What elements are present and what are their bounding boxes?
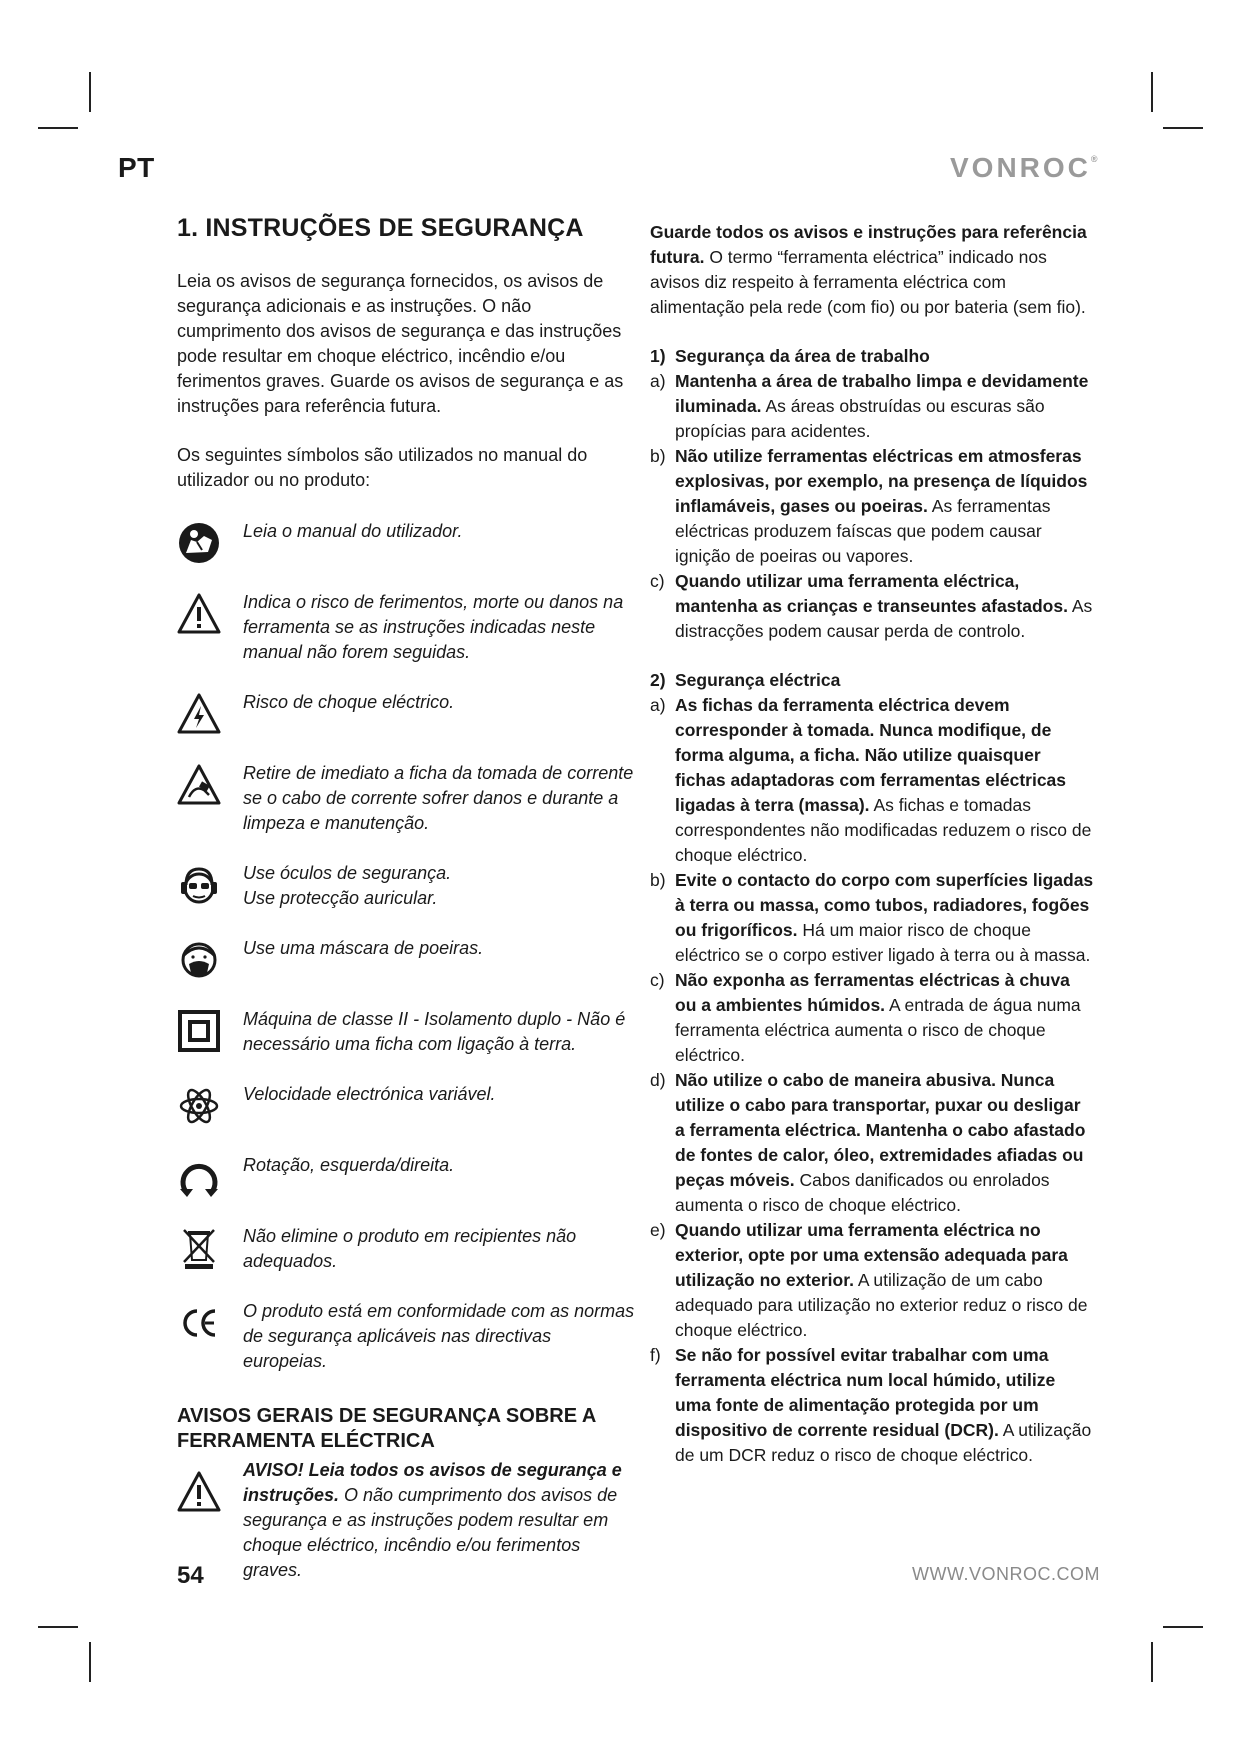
rotation-icon [177, 1155, 221, 1199]
crop-mark [1163, 127, 1203, 129]
weee-bin-icon [177, 1226, 221, 1270]
list-item: c) Quando utilizar uma ferramenta eléctrica, mantenha as crianças e transeuntes afastados. As distracções podem causar perda de controlo. [650, 571, 1093, 641]
symbol-list [177, 519, 637, 1374]
list-item: a) Mantenha a área de trabalho limpa e devidamente iluminada. As áreas obstruídas ou escuras são propícias para acidentes. [650, 371, 1089, 441]
section-title: 2) Segurança eléctrica [650, 670, 841, 690]
intro-paragraph: Leia os avisos de segurança fornecidos, os avisos de segurança adicionais e as instruções. O não cumprimento dos avisos de segurança e das instruções pode resultar em choque eléctrico, incêndio e/ou ferimentos graves. Guarde os avisos de segurança e as instruções para referência futura. [177, 271, 624, 416]
reference-paragraph: Guarde todos os avisos e instruções para referência futura. O termo “ferramenta eléctrica” indicado nos avisos diz respeito à ferramenta eléctrica com alimentação pela rede (com fio) ou por bateria (sem fio). [650, 222, 1087, 317]
symbols-intro: Os seguintes símbolos são utilizados no manual do utilizador ou no produto: [177, 445, 588, 490]
symbol-row [177, 1299, 637, 1374]
goggles-earmuffs-icon [177, 863, 221, 907]
symbol-row [177, 1153, 637, 1199]
crop-mark [38, 1626, 78, 1628]
symbol-row [177, 590, 637, 665]
symbol-row [177, 1082, 637, 1128]
unplug-icon [177, 763, 221, 807]
crop-mark [89, 72, 91, 112]
section-title: 1) Segurança da área de trabalho [650, 346, 930, 366]
symbol-text: Rotação, esquerda/direita. [243, 1155, 455, 1175]
list-item: c) Não exponha as ferramentas eléctricas à chuva ou a ambientes húmidos. A entrada de água numa ferramenta eléctrica aumenta o risco de choque eléctrico. [650, 970, 1081, 1065]
page-title: 1. INSTRUÇÕES DE SEGURANÇA [177, 214, 584, 242]
symbol-text: O produto está em conformidade com as normas de segurança aplicáveis nas directivas europeias. [243, 1301, 635, 1371]
crop-mark [38, 127, 78, 129]
read-manual-icon [177, 521, 221, 565]
symbol-row [177, 761, 637, 836]
symbol-row [177, 1224, 637, 1274]
left-column [177, 214, 637, 1608]
class-ii-icon [177, 1009, 221, 1053]
list-item: f) Se não for possível evitar trabalhar com uma ferramenta eléctrica num local húmido, utilize uma fonte de alimentação protegida por um dispositivo de corrente residual (DCR). A utilização de um DCR reduz o risco de choque eléctrico. [650, 1345, 1092, 1465]
list-item: b) Não utilize ferramentas eléctricas em atmosferas explosivas, por exemplo, na presença de líquidos inflamáveis, gases ou poeiras. As ferramentas eléctricas produzem faíscas que podem causar ignição de poeiras ou vapores. [650, 446, 1088, 566]
crop-mark [89, 1642, 91, 1682]
symbol-text: Leia o manual do utilizador. [243, 521, 463, 541]
list-item: b) Evite o contacto do corpo com superfícies ligadas à terra ou massa, como tubos, radiadores, fogões ou frigoríficos. Há um maior risco de choque eléctrico se o corpo estiver ligado à terra ou à massa. [650, 870, 1094, 965]
crop-mark [1151, 72, 1153, 112]
general-warning-text: AVISO! Leia todos os avisos de segurança e instruções. O não cumprimento dos avisos de segurança e as instruções podem resultar em choque eléctrico, incêndio e/ou ferimentos graves. [243, 1460, 622, 1580]
list-item: a) As fichas da ferramenta eléctrica devem corresponder à tomada. Nunca modifique, de forma alguma, a ficha. Não utilize quaisquer fichas adaptadoras com ferramentas eléctricas ligadas à terra (massa). As fichas e tomadas correspondentes não modificadas reduzem o risco de choque eléctrico. [650, 695, 1092, 865]
right-column [650, 220, 1095, 1492]
general-warnings-title: AVISOS GERAIS DE SEGURANÇA SOBRE A FERRAMENTA ELÉCTRICA [177, 1405, 596, 1452]
symbol-text: Use óculos de segurança. Use protecção auricular. [243, 863, 452, 908]
page-number: 54 [177, 1562, 204, 1589]
symbol-text: Risco de choque eléctrico. [243, 692, 455, 712]
website-url: WWW.VONROC.COM [912, 1564, 1100, 1584]
dust-mask-icon [177, 938, 221, 982]
symbol-text: Máquina de classe II - Isolamento duplo - Não é necessário uma ficha com ligação à terra. [243, 1009, 626, 1054]
brand-logo: VONROC® [950, 152, 1098, 183]
symbol-row [177, 1007, 637, 1057]
warning-triangle-icon [177, 592, 221, 636]
section-electrical [650, 668, 1095, 1468]
symbol-text: Retire de imediato a ficha da tomada de corrente se o cabo de corrente sofrer danos e durante a limpeza e manutenção. [243, 763, 634, 833]
symbol-row [177, 936, 637, 982]
symbol-row [177, 690, 637, 736]
symbol-row [177, 519, 637, 565]
symbol-text: Não elimine o produto em recipientes não adequados. [243, 1226, 577, 1271]
warning-triangle-icon [177, 1470, 221, 1514]
section-work-area [650, 344, 1095, 644]
symbol-text: Use uma máscara de poeiras. [243, 938, 484, 958]
ce-mark-icon [177, 1301, 221, 1345]
list-item: d) Não utilize o cabo de maneira abusiva. Nunca utilize o cabo para transportar, puxar ou desligar a ferramenta eléctrica. Mantenha o cabo afastado de fontes de calor, óleo, extremidades afiadas ou peças móveis. Cabos danificados ou enrolados aumenta o risco de choque eléctrico. [650, 1070, 1086, 1215]
symbol-text: Velocidade electrónica variável. [243, 1084, 496, 1104]
symbol-text: Indica o risco de ferimentos, morte ou danos na ferramenta se as instruções indicadas neste manual não forem seguidas. [243, 592, 624, 662]
electric-shock-icon [177, 692, 221, 736]
symbol-row [177, 861, 637, 911]
list-item: e) Quando utilizar uma ferramenta eléctrica no exterior, opte por uma extensão adequada para utilização no exterior. A utilização de um cabo adequado para utilização no exterior reduz o risco de choque eléctrico. [650, 1220, 1088, 1340]
crop-mark [1151, 1642, 1153, 1682]
general-warning-row [177, 1458, 637, 1583]
variable-speed-icon [177, 1084, 221, 1128]
language-code: PT [118, 152, 155, 183]
crop-mark [1163, 1626, 1203, 1628]
